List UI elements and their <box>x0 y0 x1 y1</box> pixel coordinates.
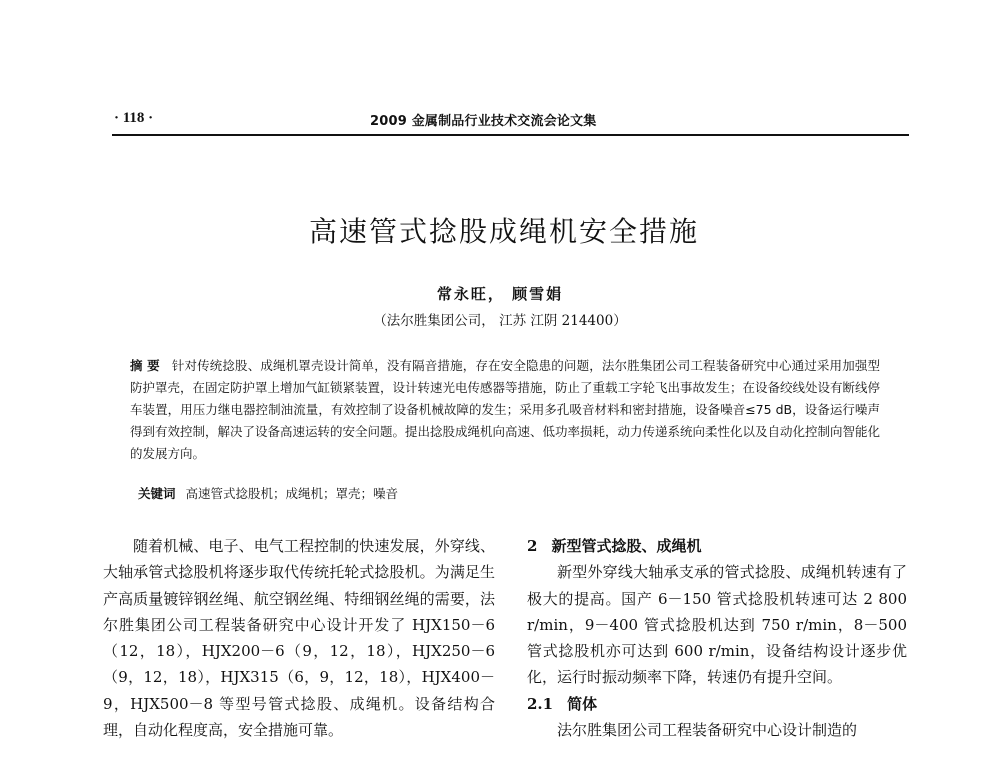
header-rule <box>112 134 909 136</box>
abstract <box>130 355 880 465</box>
abstract-label: 摘 要 <box>130 358 160 373</box>
page-number: · 118 · <box>114 110 154 126</box>
section-number: 2 <box>527 537 538 555</box>
subsection-heading <box>527 691 907 717</box>
authors: 常永旺， 顾雪娟 <box>436 285 564 303</box>
left-column <box>103 533 495 743</box>
section-title: 新型管式捻股、成绳机 <box>551 537 702 555</box>
keywords <box>138 484 878 502</box>
section-heading <box>527 533 907 559</box>
subsection-title: 简体 <box>567 694 598 713</box>
page-header <box>112 108 912 138</box>
keywords-label: 关键词 <box>138 486 176 501</box>
abstract-text: 针对传统捻股、成绳机罩壳设计简单，没有隔音措施，存在安全隐患的问题，法尔胜集团公司工程装备研究中心通过采用加强型防护罩壳，在固定防护罩上增加气缸锁紧装置，设计转速光电传感器等措施，防止了重载工字轮飞出事故发生；在设备绞线处设有断线停车装置，用压力继电器控制油流量，有效控制了设备机械故障的发生；采用多孔吸音材料和密封措施，设备噪音≤75 dB，设备运行噪声得到有效控制，解决了设备高速运转的安全问题。提出捻股成绳机向高速、低功率损耗，动力传递系统向柔性化以及自动化控制向智能化的发展方向。 <box>130 358 881 461</box>
body-paragraph: 新型外穿线大轴承支承的管式捻股、成绳机转速有了极大的提高。国产 6－150 管式捻股机转速可达 2 800 r/min，9－400 管式捻股机达到 750 r/min，8－500 管式捻股机亦可达到 600 r/min，设备结构设计逐步优化，运行时振动频率下降，转速仍有提升空间。 <box>527 563 907 687</box>
affiliation: （法尔胜集团公司， 江苏 江阴 214400） <box>373 313 627 329</box>
running-title: 2009 金属制品行业技术交流会论文集 <box>370 114 597 129</box>
right-column <box>527 533 907 743</box>
body-paragraph: 随着机械、电子、电气工程控制的快速发展，外穿线、大轴承管式捻股机将逐步取代传统托轮式捻股机。为满足生产高质量镀锌钢丝绳、航空钢丝绳、特细钢丝绳的需要，法尔胜集团公司工程装备研究中心设计开发了 HJX150－6（12，18），HJX200－6（9，12，18），HJX250－6（9，12，18），HJX315（6，9，12，18），HJX400－9，HJX500－8 等型号管式捻股、成绳机。设备结构合理，自动化程度高，安全措施可靠。 <box>103 537 495 740</box>
subsection-number: 2.1 <box>527 694 554 713</box>
keywords-text: 高速管式捻股机；成绳机；罩壳；噪音 <box>185 486 399 501</box>
paper-title: 高速管式捻股成绳机安全措施 <box>308 215 699 248</box>
body-paragraph: 法尔胜集团公司工程装备研究中心设计制造的 <box>557 721 858 740</box>
